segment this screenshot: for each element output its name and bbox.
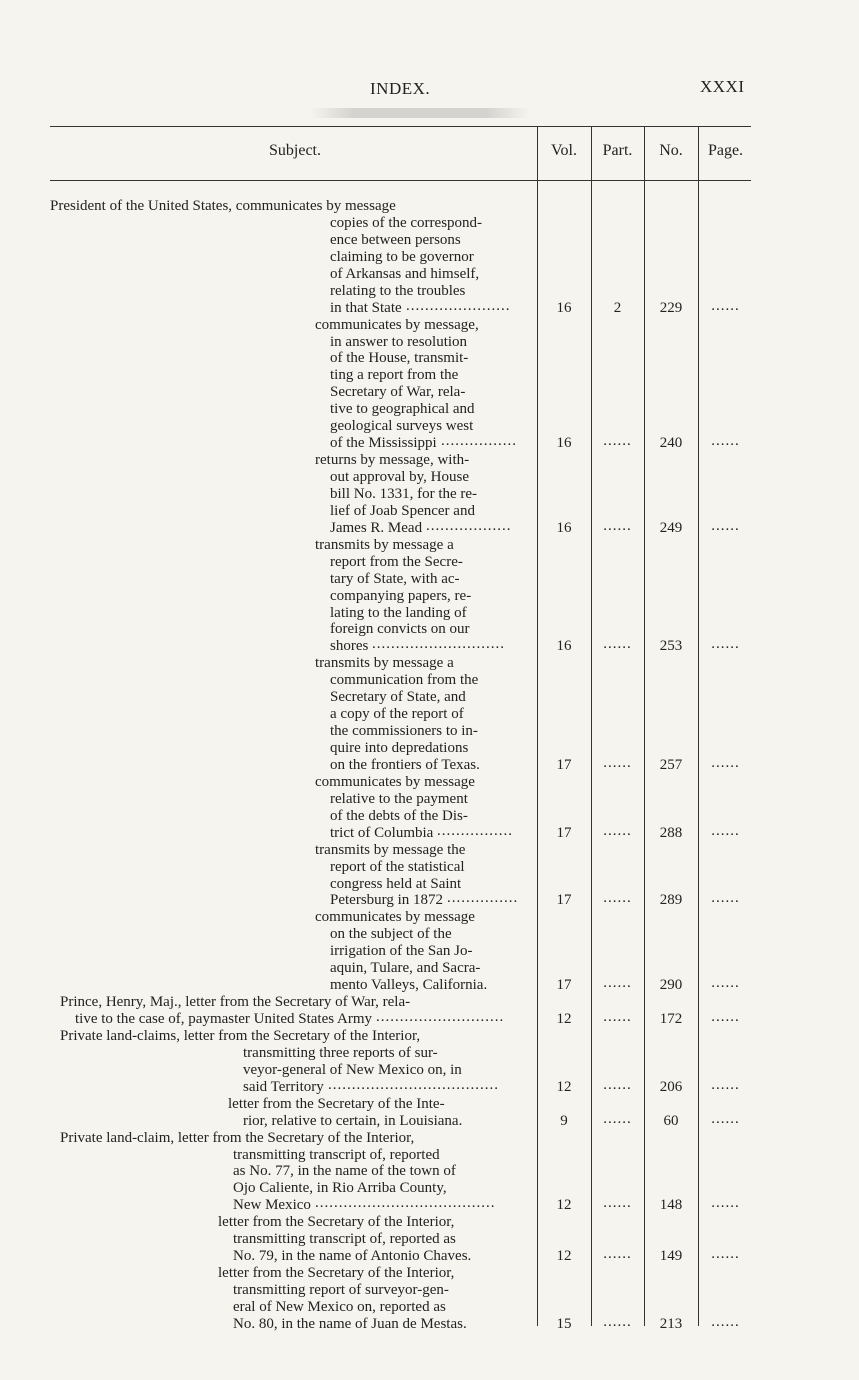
leader-dots: ........................... bbox=[376, 1009, 505, 1025]
part-cell: ...... bbox=[603, 1110, 632, 1127]
subject-text: returns by message, with- bbox=[315, 452, 470, 469]
index-line bbox=[0, 723, 859, 740]
index-line bbox=[0, 554, 859, 571]
subject-text: on the frontiers of Texas. bbox=[330, 756, 480, 773]
index-line bbox=[0, 892, 859, 909]
index-line bbox=[0, 909, 859, 926]
vol-cell: 17 bbox=[556, 756, 572, 773]
part-cell: ...... bbox=[603, 822, 632, 839]
index-line bbox=[0, 943, 859, 960]
subject-text: communicates by message, bbox=[315, 316, 479, 333]
index-line bbox=[0, 249, 859, 266]
index-line bbox=[0, 1076, 859, 1096]
subject-text: of the House, transmit- bbox=[330, 350, 469, 367]
index-line bbox=[0, 655, 859, 672]
page-cell: ...... bbox=[711, 1195, 740, 1212]
subject-text: shores bbox=[330, 638, 369, 655]
index-entries bbox=[0, 198, 859, 1333]
subject-text: lief of Joab Spencer and bbox=[330, 502, 475, 519]
subject-text: foreign convicts on our bbox=[330, 621, 470, 638]
subject-text: report of the statistical bbox=[330, 858, 465, 875]
index-line bbox=[0, 401, 859, 418]
page-cell: ...... bbox=[711, 1313, 740, 1330]
subject-text: James R. Mead bbox=[330, 519, 423, 536]
page-cell: ...... bbox=[711, 975, 740, 992]
index-line bbox=[0, 367, 859, 384]
index-line bbox=[0, 1110, 859, 1130]
vol-cell: 12 bbox=[556, 1078, 572, 1095]
table-header-rule bbox=[50, 180, 751, 181]
index-line bbox=[0, 1265, 859, 1282]
index-line bbox=[0, 605, 859, 622]
index-line bbox=[0, 926, 859, 943]
index-line bbox=[0, 384, 859, 401]
leader-dots: ............................ bbox=[372, 636, 505, 653]
leader-dots: ...................................... bbox=[315, 1195, 496, 1212]
no-cell: 289 bbox=[659, 892, 683, 909]
subject-text: said Territory bbox=[243, 1078, 324, 1095]
part-cell: ...... bbox=[603, 1076, 632, 1093]
index-line bbox=[0, 706, 859, 723]
subject-text: tary of State, with ac- bbox=[330, 570, 460, 587]
table-top-rule bbox=[50, 126, 751, 127]
index-line bbox=[0, 638, 859, 655]
part-cell: ...... bbox=[603, 975, 632, 992]
page-cell: ...... bbox=[711, 822, 740, 839]
index-line bbox=[0, 1011, 859, 1028]
index-line bbox=[0, 754, 859, 774]
ink-smudge bbox=[310, 108, 530, 118]
page-cell: ...... bbox=[711, 1076, 740, 1093]
vol-cell: 17 bbox=[556, 977, 572, 994]
subject-text: quire into depredations bbox=[330, 740, 469, 756]
subject-text: President of the United States, communicates by message bbox=[50, 198, 396, 214]
vol-cell: 16 bbox=[556, 435, 572, 452]
vol-cell: 17 bbox=[556, 824, 572, 841]
index-line bbox=[0, 588, 859, 605]
leader-dots: .................................... bbox=[328, 1076, 499, 1093]
subject-text: on the subject of the bbox=[330, 926, 452, 943]
subject-text: a copy of the report of bbox=[330, 706, 464, 723]
index-line bbox=[0, 517, 859, 537]
page-cell: ...... bbox=[711, 754, 740, 771]
index-line bbox=[0, 1147, 859, 1164]
subject-text: congress held at Saint bbox=[330, 875, 462, 892]
subject-text: trict of Columbia bbox=[330, 824, 434, 841]
subject-text: letter from the Secretary of the Interior, bbox=[218, 1265, 455, 1282]
index-line bbox=[0, 1313, 859, 1333]
index-line bbox=[0, 1282, 859, 1299]
vol-cell: 16 bbox=[556, 638, 572, 655]
index-line bbox=[0, 537, 859, 554]
no-cell: 249 bbox=[659, 519, 683, 536]
subject-text: of the debts of the Dis- bbox=[330, 807, 468, 824]
index-line bbox=[0, 317, 859, 334]
index-line bbox=[0, 469, 859, 486]
page-cell: ...... bbox=[711, 297, 740, 314]
index-line bbox=[0, 672, 859, 689]
subject-text: letter from the Secretary of the Interior, bbox=[218, 1214, 455, 1231]
index-line bbox=[0, 1197, 859, 1214]
subject-text: transmitting transcript of, reported as bbox=[233, 1231, 456, 1248]
index-line bbox=[0, 822, 859, 842]
subject-text: rior, relative to certain, in Louisiana. bbox=[243, 1112, 463, 1129]
subject-text: transmits by message a bbox=[315, 536, 454, 553]
subject-text: copies of the correspond- bbox=[330, 214, 483, 231]
part-cell: ...... bbox=[603, 1313, 632, 1330]
subject-text: relative to the payment bbox=[330, 790, 468, 807]
index-line bbox=[0, 1248, 859, 1265]
running-header-title: INDEX. bbox=[370, 79, 431, 98]
vol-cell: 16 bbox=[556, 519, 572, 536]
index-line bbox=[0, 215, 859, 232]
leader-dots: ...................... bbox=[406, 297, 511, 314]
subject-text: Secretary of State, and bbox=[330, 689, 466, 706]
subject-text: transmitting three reports of sur- bbox=[243, 1044, 438, 1061]
part-cell: ...... bbox=[603, 1195, 632, 1212]
index-line bbox=[0, 435, 859, 452]
subject-text: communicates by message bbox=[315, 909, 475, 926]
no-cell: 257 bbox=[659, 756, 683, 773]
index-line bbox=[0, 232, 859, 249]
page-number-roman: XXXI bbox=[700, 77, 745, 96]
no-cell: 290 bbox=[659, 977, 683, 994]
no-cell: 172 bbox=[659, 1011, 683, 1027]
subject-text: New Mexico bbox=[233, 1197, 311, 1214]
index-line bbox=[0, 859, 859, 876]
vol-cell: 17 bbox=[556, 892, 572, 909]
subject-text: Petersburg in 1872 bbox=[330, 892, 444, 909]
index-line bbox=[0, 689, 859, 706]
subject-text: letter from the Secretary of the Inte- bbox=[228, 1095, 445, 1112]
subject-text: aquin, Tulare, and Sacra- bbox=[330, 960, 481, 977]
column-header-vol: Vol. bbox=[551, 142, 577, 159]
index-line bbox=[0, 1028, 859, 1045]
index-line bbox=[0, 297, 859, 317]
index-line bbox=[0, 266, 859, 283]
no-cell: 60 bbox=[663, 1112, 679, 1129]
subject-text: transmitting transcript of, reported bbox=[233, 1146, 440, 1163]
subject-text: as No. 77, in the name of the town of bbox=[233, 1163, 456, 1180]
vol-cell: 15 bbox=[556, 1315, 572, 1332]
subject-text: the commissioners to in- bbox=[330, 723, 478, 740]
subject-text: transmits by message a bbox=[315, 655, 454, 672]
vol-cell: 16 bbox=[556, 299, 572, 316]
subject-text: of the Mississippi bbox=[330, 435, 437, 452]
subject-text: Private land-claims, letter from the Secretary of the Interior, bbox=[60, 1027, 421, 1044]
part-cell: ...... bbox=[603, 1009, 632, 1025]
subject-text: lating to the landing of bbox=[330, 604, 467, 621]
subject-text: claiming to be governor bbox=[330, 248, 474, 265]
no-cell: 148 bbox=[659, 1197, 683, 1214]
subject-text: veyor-general of New Mexico on, in bbox=[243, 1061, 462, 1078]
column-header-subject: Subject. bbox=[269, 142, 321, 159]
index-line bbox=[0, 486, 859, 503]
no-cell: 229 bbox=[659, 299, 683, 316]
vol-cell: 12 bbox=[556, 1248, 572, 1265]
subject-text: tive to geographical and bbox=[330, 401, 475, 418]
index-line bbox=[0, 198, 859, 215]
column-header-page: Page. bbox=[707, 142, 744, 159]
subject-text: in answer to resolution bbox=[330, 333, 468, 350]
subject-text: bill No. 1331, for the re- bbox=[330, 485, 478, 502]
subject-text: communication from the bbox=[330, 672, 479, 689]
subject-text: No. 80, in the name of Juan de Mestas. bbox=[233, 1315, 467, 1332]
subject-text: ence between persons bbox=[330, 231, 461, 248]
page-cell: ...... bbox=[711, 1009, 740, 1025]
leader-dots: .................. bbox=[426, 517, 512, 534]
page-cell: ...... bbox=[711, 433, 740, 450]
subject-text: eral of New Mexico on, reported as bbox=[233, 1298, 446, 1315]
subject-text: ting a report from the bbox=[330, 367, 459, 384]
subject-text: tive to the case of, paymaster United States Army bbox=[75, 1011, 373, 1027]
subject-text: companying papers, re- bbox=[330, 587, 472, 604]
page-cell: ...... bbox=[711, 1110, 740, 1127]
no-cell: 288 bbox=[659, 824, 683, 841]
subject-text: geological surveys west bbox=[330, 418, 474, 435]
index-line bbox=[0, 571, 859, 588]
subject-text: No. 79, in the name of Antonio Chaves. bbox=[233, 1248, 472, 1265]
no-cell: 240 bbox=[659, 435, 683, 452]
subject-text: report from the Secre- bbox=[330, 553, 463, 570]
subject-text: irrigation of the San Jo- bbox=[330, 943, 473, 960]
subject-text: out approval by, House bbox=[330, 469, 469, 485]
part-cell: ...... bbox=[603, 1246, 632, 1263]
page-cell: ...... bbox=[711, 890, 740, 907]
index-line bbox=[0, 1130, 859, 1147]
subject-text: transmits by message the bbox=[315, 841, 466, 858]
index-line bbox=[0, 1163, 859, 1180]
page-cell: ...... bbox=[711, 517, 740, 534]
part-cell: ...... bbox=[603, 890, 632, 907]
subject-text: mento Valleys, California. bbox=[330, 977, 488, 994]
subject-text: relating to the troubles bbox=[330, 282, 466, 299]
page-cell: ...... bbox=[711, 636, 740, 653]
page-cell: ...... bbox=[711, 1246, 740, 1263]
no-cell: 253 bbox=[659, 638, 683, 655]
vol-cell: 12 bbox=[556, 1197, 572, 1214]
index-line bbox=[0, 842, 859, 859]
part-cell: ...... bbox=[603, 754, 632, 771]
leader-dots: ................ bbox=[437, 822, 513, 839]
part-cell: ...... bbox=[603, 517, 632, 534]
index-line bbox=[0, 791, 859, 808]
subject-text: transmitting report of surveyor-gen- bbox=[233, 1282, 449, 1298]
vol-cell: 12 bbox=[556, 1011, 572, 1027]
leader-dots: ................ bbox=[441, 433, 517, 450]
index-line bbox=[0, 334, 859, 351]
part-cell: ...... bbox=[603, 636, 632, 653]
column-header-part: Part. bbox=[602, 142, 633, 159]
index-line bbox=[0, 452, 859, 469]
index-line bbox=[0, 977, 859, 994]
index-line bbox=[0, 774, 859, 791]
part-cell: 2 bbox=[613, 299, 622, 316]
index-line bbox=[0, 1045, 859, 1062]
subject-text: communicates by message bbox=[315, 773, 475, 790]
index-line bbox=[0, 350, 859, 367]
subject-text: Secretary of War, rela- bbox=[330, 384, 466, 401]
subject-text: of Arkansas and himself, bbox=[330, 265, 480, 282]
subject-text: Prince, Henry, Maj., letter from the Secretary of War, rela- bbox=[60, 994, 411, 1011]
vol-cell: 9 bbox=[560, 1112, 568, 1129]
column-header-no: No. bbox=[659, 142, 683, 159]
no-cell: 213 bbox=[659, 1315, 683, 1332]
subject-text: Ojo Caliente, in Rio Arriba County, bbox=[233, 1180, 447, 1197]
no-cell: 149 bbox=[659, 1248, 683, 1265]
part-cell: ...... bbox=[603, 433, 632, 450]
no-cell: 206 bbox=[659, 1078, 683, 1095]
subject-text: Private land-claim, letter from the Secretary of the Interior, bbox=[60, 1129, 415, 1146]
index-line bbox=[0, 1214, 859, 1231]
subject-text: in that State bbox=[330, 299, 402, 316]
leader-dots: ............... bbox=[447, 890, 519, 907]
